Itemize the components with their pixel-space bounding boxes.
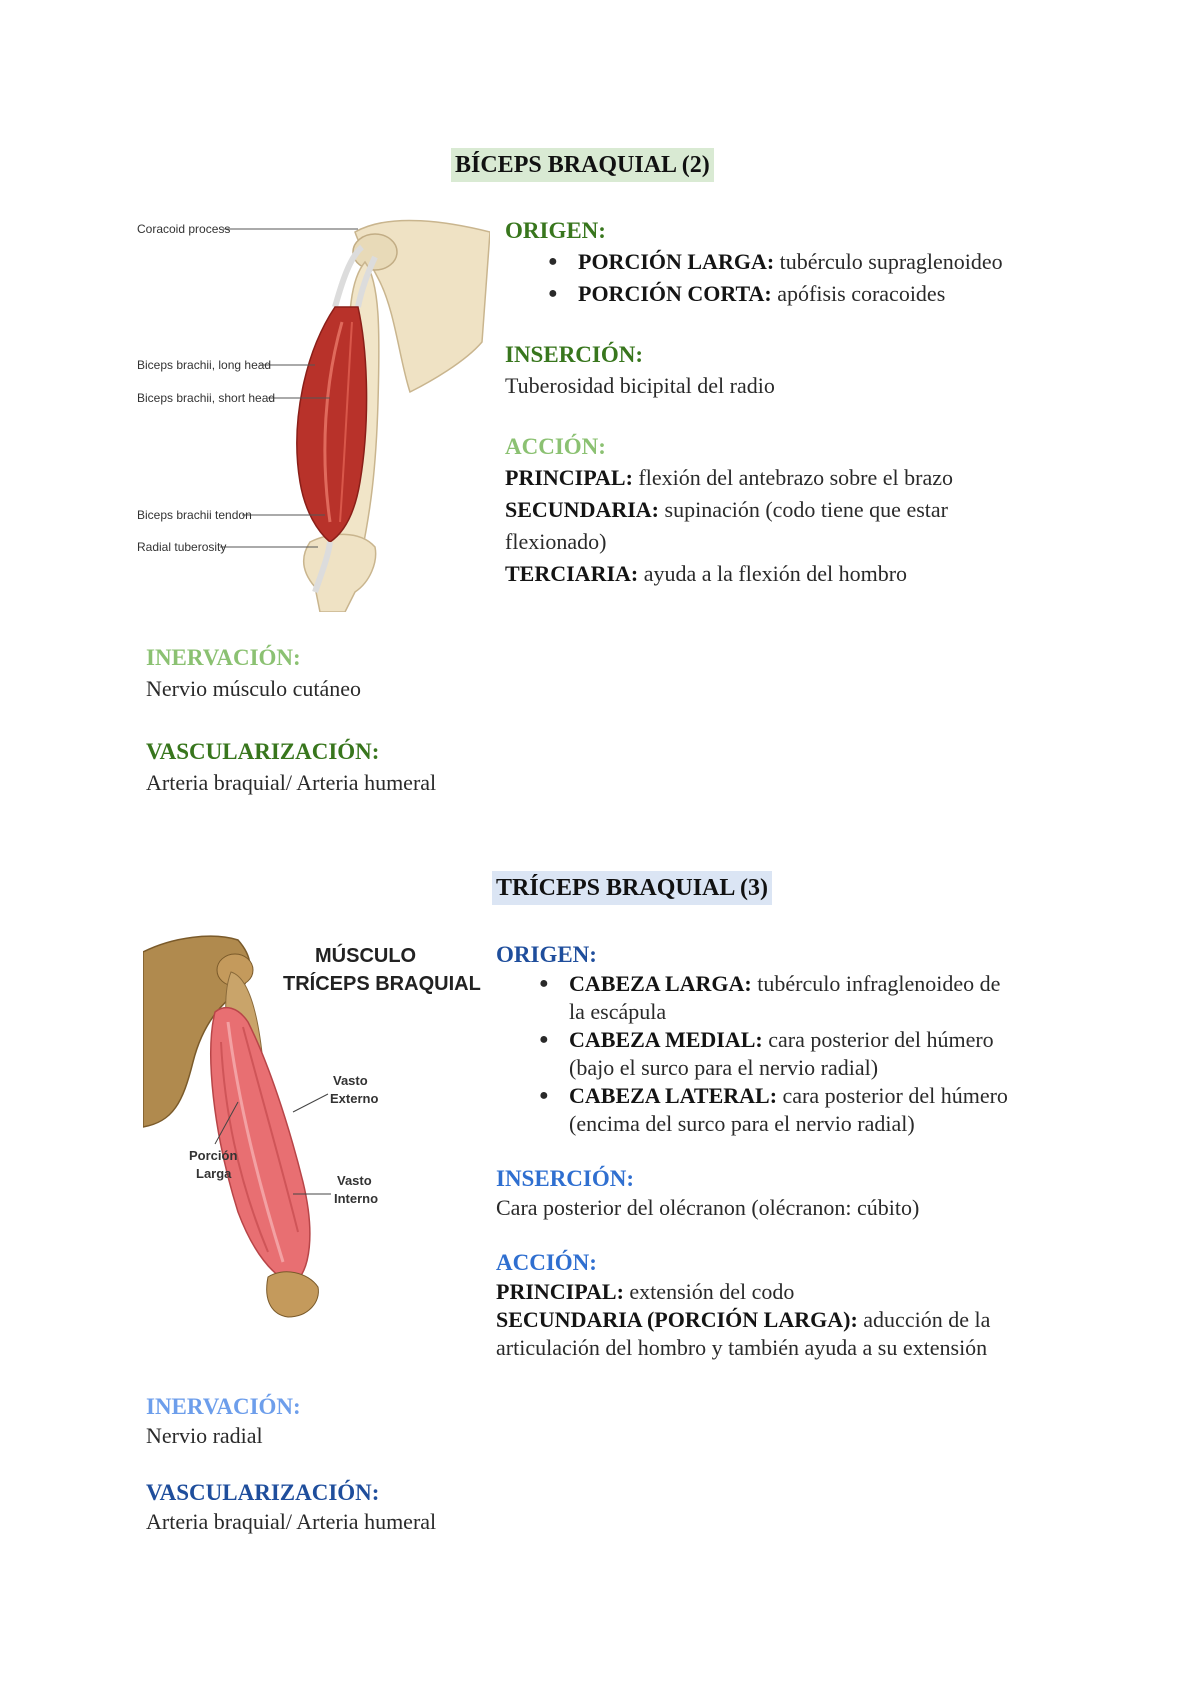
fig-title-line1: MÚSCULO bbox=[315, 945, 417, 967]
biceps-origen-list bbox=[548, 246, 1065, 310]
label-long-head: Biceps brachii, long head bbox=[137, 358, 272, 372]
label-short-head: Biceps brachii, short head bbox=[137, 391, 276, 405]
biceps-accion-principal: PRINCIPAL: flexión del antebrazo sobre el brazo bbox=[505, 465, 953, 490]
triceps-vascularizacion-text: Arteria braquial/ Arteria humeral bbox=[146, 1509, 437, 1534]
triceps-figure bbox=[143, 932, 483, 1322]
label-radial-tuberosity: Radial tuberosity bbox=[137, 540, 227, 554]
biceps-accion-terciaria: TERCIARIA: ayuda a la flexión del hombro bbox=[505, 561, 908, 586]
triceps-accion-heading: ACCIÓN: bbox=[496, 1250, 597, 1275]
list-item: ● CABEZA LARGA: tubérculo infraglenoideo de la escápula bbox=[539, 971, 1001, 1024]
biceps-accion-secundaria: SECUNDARIA: supinación (codo tiene que estar flexionado) bbox=[505, 497, 948, 554]
biceps-inervacion-text: Nervio músculo cutáneo bbox=[146, 676, 362, 701]
label-vasto-interno-2: Interno bbox=[334, 1191, 379, 1206]
triceps-inervacion-heading: INERVACIÓN: bbox=[146, 1394, 301, 1419]
triceps-vascularizacion-heading: VASCULARIZACIÓN: bbox=[146, 1480, 380, 1505]
biceps-insercion-heading: INSERCIÓN: bbox=[505, 342, 644, 367]
triceps-insercion-heading: INSERCIÓN: bbox=[496, 1166, 635, 1191]
fig-title-line2: TRÍCEPS BRAQUIAL bbox=[283, 973, 481, 995]
list-item: ● PORCIÓN LARGA: tubérculo supraglenoideo bbox=[548, 249, 1003, 274]
triceps-insercion-text: Cara posterior del olécranon (olécranon: cúbito) bbox=[496, 1195, 920, 1220]
biceps-insercion-text: Tuberosidad bicipital del radio bbox=[505, 373, 775, 398]
label-biceps-tendon: Biceps brachii tendon bbox=[137, 508, 252, 522]
triceps-accion-secundaria: SECUNDARIA (PORCIÓN LARGA): aducción de la articulación del hombro y también ayuda a su extensión bbox=[496, 1307, 991, 1360]
list-item: ● CABEZA MEDIAL: cara posterior del húmero (bajo el surco para el nervio radial) bbox=[539, 1027, 994, 1080]
label-coracoid-process: Coracoid process bbox=[137, 222, 231, 236]
triceps-title: TRÍCEPS BRAQUIAL (3) bbox=[492, 871, 772, 905]
list-item: ● PORCIÓN CORTA: apófisis coracoides bbox=[548, 281, 946, 306]
triceps-lower-info bbox=[146, 1392, 436, 1536]
triceps-origen-list bbox=[539, 970, 1076, 1138]
triceps-origen-heading: ORIGEN: bbox=[496, 942, 597, 967]
triceps-info bbox=[496, 940, 1076, 1362]
label-vasto-externo-1: Vasto bbox=[333, 1073, 368, 1088]
label-porcion-2: Larga bbox=[196, 1166, 232, 1181]
label-porcion-1: Porción bbox=[189, 1148, 238, 1163]
biceps-figure bbox=[130, 212, 490, 612]
label-vasto-interno-1: Vasto bbox=[337, 1173, 372, 1188]
biceps-lower-info bbox=[146, 643, 436, 799]
list-item: ● CABEZA LATERAL: cara posterior del húmero (encima del surco para el nervio radial) bbox=[539, 1083, 1008, 1136]
triceps-inervacion-text: Nervio radial bbox=[146, 1423, 263, 1448]
biceps-vascularizacion-heading: VASCULARIZACIÓN: bbox=[146, 739, 380, 764]
biceps-accion-heading: ACCIÓN: bbox=[505, 434, 606, 459]
label-vasto-externo-2: Externo bbox=[330, 1091, 379, 1106]
biceps-info bbox=[505, 216, 1065, 590]
biceps-title: BÍCEPS BRAQUIAL (2) bbox=[451, 148, 714, 182]
biceps-origen-heading: ORIGEN: bbox=[505, 218, 606, 243]
triceps-accion-principal: PRINCIPAL: extensión del codo bbox=[496, 1279, 795, 1304]
biceps-vascularizacion-text: Arteria braquial/ Arteria humeral bbox=[146, 770, 437, 795]
biceps-inervacion-heading: INERVACIÓN: bbox=[146, 645, 301, 670]
